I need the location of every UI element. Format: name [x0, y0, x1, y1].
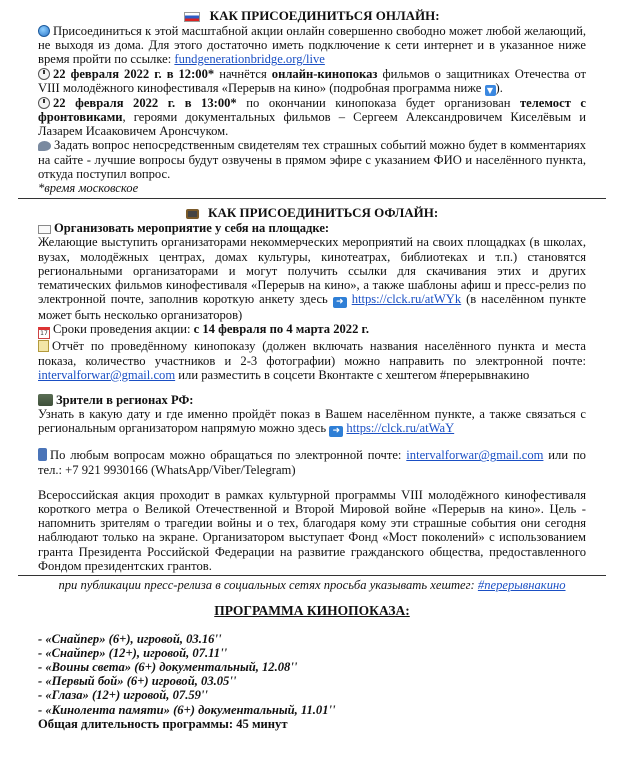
hashtag-note: при публикации пресс-релиза в социальных сетях просьба указывать хештег: #перерывнакино — [58, 578, 566, 593]
clock-icon — [38, 68, 50, 80]
phone-icon — [38, 448, 47, 461]
contacts-email-link[interactable]: intervalforwar@gmail.com — [406, 448, 544, 463]
about-paragraph: Всероссийская акция проходит в рамках культурной программы VIII молодёжного кинофестиваля короткого метра о Великой Отечественной и Второй Мировой войне «Перерыв на кино». Цель - напомнить зрителям о трагедии войны и о тех, благодаря кому эти страшные события они сегодня наблюдают только на экране. Организатором выступает Фонд «Мост поколений» с использованием гранта Президента Российской Федерации на развитие гражданского общества, предоставленного Фондом президентских грантов. — [38, 487, 586, 573]
online-showing-paragraph: 22 февраля 2022 г. в 12:00* начнётся онлайн-кинопоказ фильмов о защитниках Отечества от VIII молодёжного кинофестиваля «Перерыв на кино» (подробная программа ниже ▼ ). — [38, 66, 586, 95]
speech-bubble-icon — [38, 141, 51, 151]
report-paragraph: Отчёт по проведённому кинопоказу (должен включать названия населённого пункта и места показа, количество участников и 2-3 фотографии) можно направить по электронной почте: intervalforwar@gmail.com или разместить в соцсети Вконтакте с хештегом #перерывнакино — [38, 339, 586, 382]
viewers-heading: Зрители в регионах РФ: — [38, 393, 586, 407]
organize-paragraph: Желающие выступить организаторами некоммерческих мероприятий на своих площадках (в школах, вузах, молодёжных центрах, домах культуры, кинотеатрах, библиотеках и т.п.) становятся региональными организаторами и могут получить ссылки для скачивания этих и других тематических фильмов кинофестиваля «Перерыв на кино», а также шаблоны афиш и пресс-релиз по электронной почте, заполнив короткую анкету здесь ➜ https://clck.ru/atWYk (в населённом пункте может быть несколько организаторов) — [38, 235, 586, 323]
section-divider — [18, 575, 606, 576]
down-arrow-icon: ▼ — [485, 85, 496, 96]
viewers-paragraph: Узнать в какую дату и где именно пройдёт показ в Вашем населённом пункте, а также связаться с региональным организатором напрямую можно здесь ➜ https://clck.ru/atWaY — [38, 407, 586, 437]
program-item: - «Глаза» (12+) игровой, 07.59'' — [38, 688, 208, 703]
program-item: - «Снайпер» (6+), игровой, 03.16'' — [38, 631, 222, 646]
program-title: ПРОГРАММА КИНОПОКАЗА: — [214, 603, 410, 619]
dates-paragraph: 17 Сроки проведения акции: с 14 февраля по 4 марта 2022 г. — [38, 322, 586, 339]
program-item: - «Воины света» (6+) документальный, 12.08'' — [38, 659, 298, 674]
viewers-link[interactable]: https://clck.ru/atWaY — [346, 421, 455, 436]
program-item: - «Снайпер» (12+), игровой, 07.11'' — [38, 645, 228, 660]
envelope-icon — [38, 225, 51, 234]
flag-icon — [184, 12, 200, 22]
globe-icon — [38, 25, 50, 37]
people-icon — [38, 394, 53, 406]
program-list — [38, 632, 586, 731]
offline-title: КАК ПРИСОЕДИНИТЬСЯ ОФЛАЙН: — [208, 205, 439, 221]
online-heading — [38, 8, 586, 23]
organize-heading: Организовать мероприятие у себя на площадке: — [38, 221, 586, 235]
clock-icon — [38, 97, 50, 109]
right-arrow-icon: ➜ — [329, 426, 343, 437]
memo-icon — [38, 340, 49, 352]
moscow-time-note: *время московское — [38, 181, 139, 196]
section-divider — [18, 198, 606, 199]
online-question-paragraph: Задать вопрос непосредственным свидетелям тех страшных событий можно будет в комментариях на сайте - лучшие вопросы будут озвучены в прямом эфире с указанием ФИО и населённого пункта, откуда поступил вопрос. — [38, 138, 586, 181]
report-email-link[interactable]: intervalforwar@gmail.com — [38, 367, 176, 382]
online-title: КАК ПРИСОЕДИНИТЬСЯ ОНЛАЙН: — [209, 8, 440, 23]
hashtag-link[interactable]: #перерывнакино — [477, 578, 566, 593]
contacts-paragraph: По любым вопросам можно обращаться по электронной почте: intervalforwar@gmail.com или по тел.: +7 921 9930166 (WhatsApp/Viber/Telegram) — [38, 448, 586, 477]
online-telebridge-paragraph: 22 февраля 2022 г. в 13:00* по окончании кинопоказа будет организован телемост с фронтовиками, героями документальных фильмов – Сергеем Александровичем Киселёвым и Лазарем Исааковичем Аронсчуком. — [38, 95, 586, 139]
program-total: Общая длительность программы: 45 минут — [38, 716, 288, 731]
offline-heading — [38, 205, 586, 220]
program-item: - «Кинолента памяти» (6+) документальный, 11.01'' — [38, 702, 336, 717]
right-arrow-icon: ➜ — [333, 297, 347, 308]
organizer-form-link[interactable]: https://clck.ru/atWYk — [351, 292, 462, 307]
program-item: - «Первый бой» (6+) игровой, 03.05'' — [38, 674, 237, 689]
tv-icon — [186, 209, 199, 219]
calendar-icon: 17 — [38, 327, 50, 339]
live-link[interactable]: fundgenerationbridge.org/live — [174, 52, 325, 67]
online-intro: Присоединиться к этой масштабной акции онлайн совершенно свободно может любой желающий, не выходя из дома. Для этого достаточно иметь подключение к сети интернет и в указанное ниже время пройти по ссылке: fundgenerationbridge.org/live — [38, 24, 586, 67]
